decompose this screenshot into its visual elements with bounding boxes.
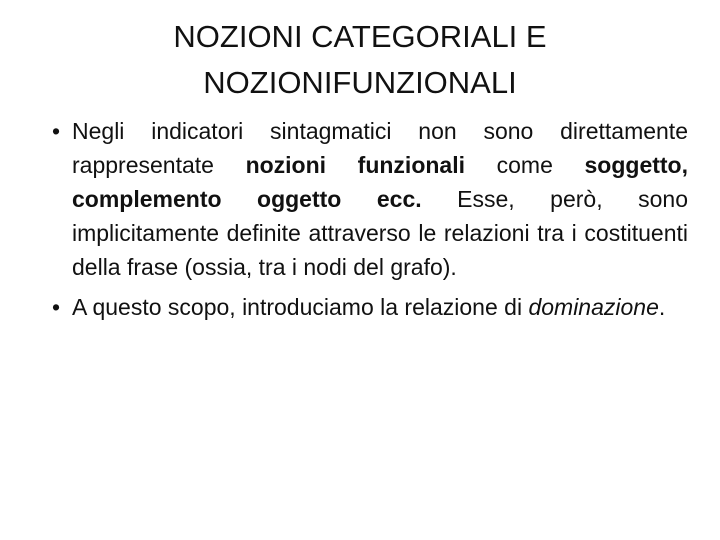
slide-body xyxy=(52,114,688,330)
bullet-1-bold-examples: soggetto, complemento oggetto ecc. xyxy=(72,152,688,212)
bullet-item-1 xyxy=(52,114,688,284)
bullet-1-text-3: Esse, però, sono implicitamente definite attraverso le relazioni tra i costituenti della frase (ossia, tra i nodi del grafo). xyxy=(72,186,688,280)
title-line-2: NOZIONIFUNZIONALI xyxy=(203,65,517,100)
title-line-1: NOZIONI CATEGORIALI E xyxy=(173,19,547,54)
bullet-1-text-2: come xyxy=(465,152,585,178)
slide-title xyxy=(60,14,660,106)
bullet-2-text: A questo scopo, introduciamo la relazione di xyxy=(72,294,529,320)
bullet-icon: • xyxy=(52,294,61,320)
bullet-item-2 xyxy=(52,290,688,324)
bullet-icon: • xyxy=(52,118,61,144)
bullet-1-bold-functional-notions: nozioni funzionali xyxy=(245,152,465,178)
bullet-2-italic-term: dominazione xyxy=(528,294,659,320)
bullet-1-text: Negli indicatori sintagmatici non sono direttamente rappresentate xyxy=(72,118,688,178)
bullet-2-text-end: . xyxy=(658,294,666,320)
